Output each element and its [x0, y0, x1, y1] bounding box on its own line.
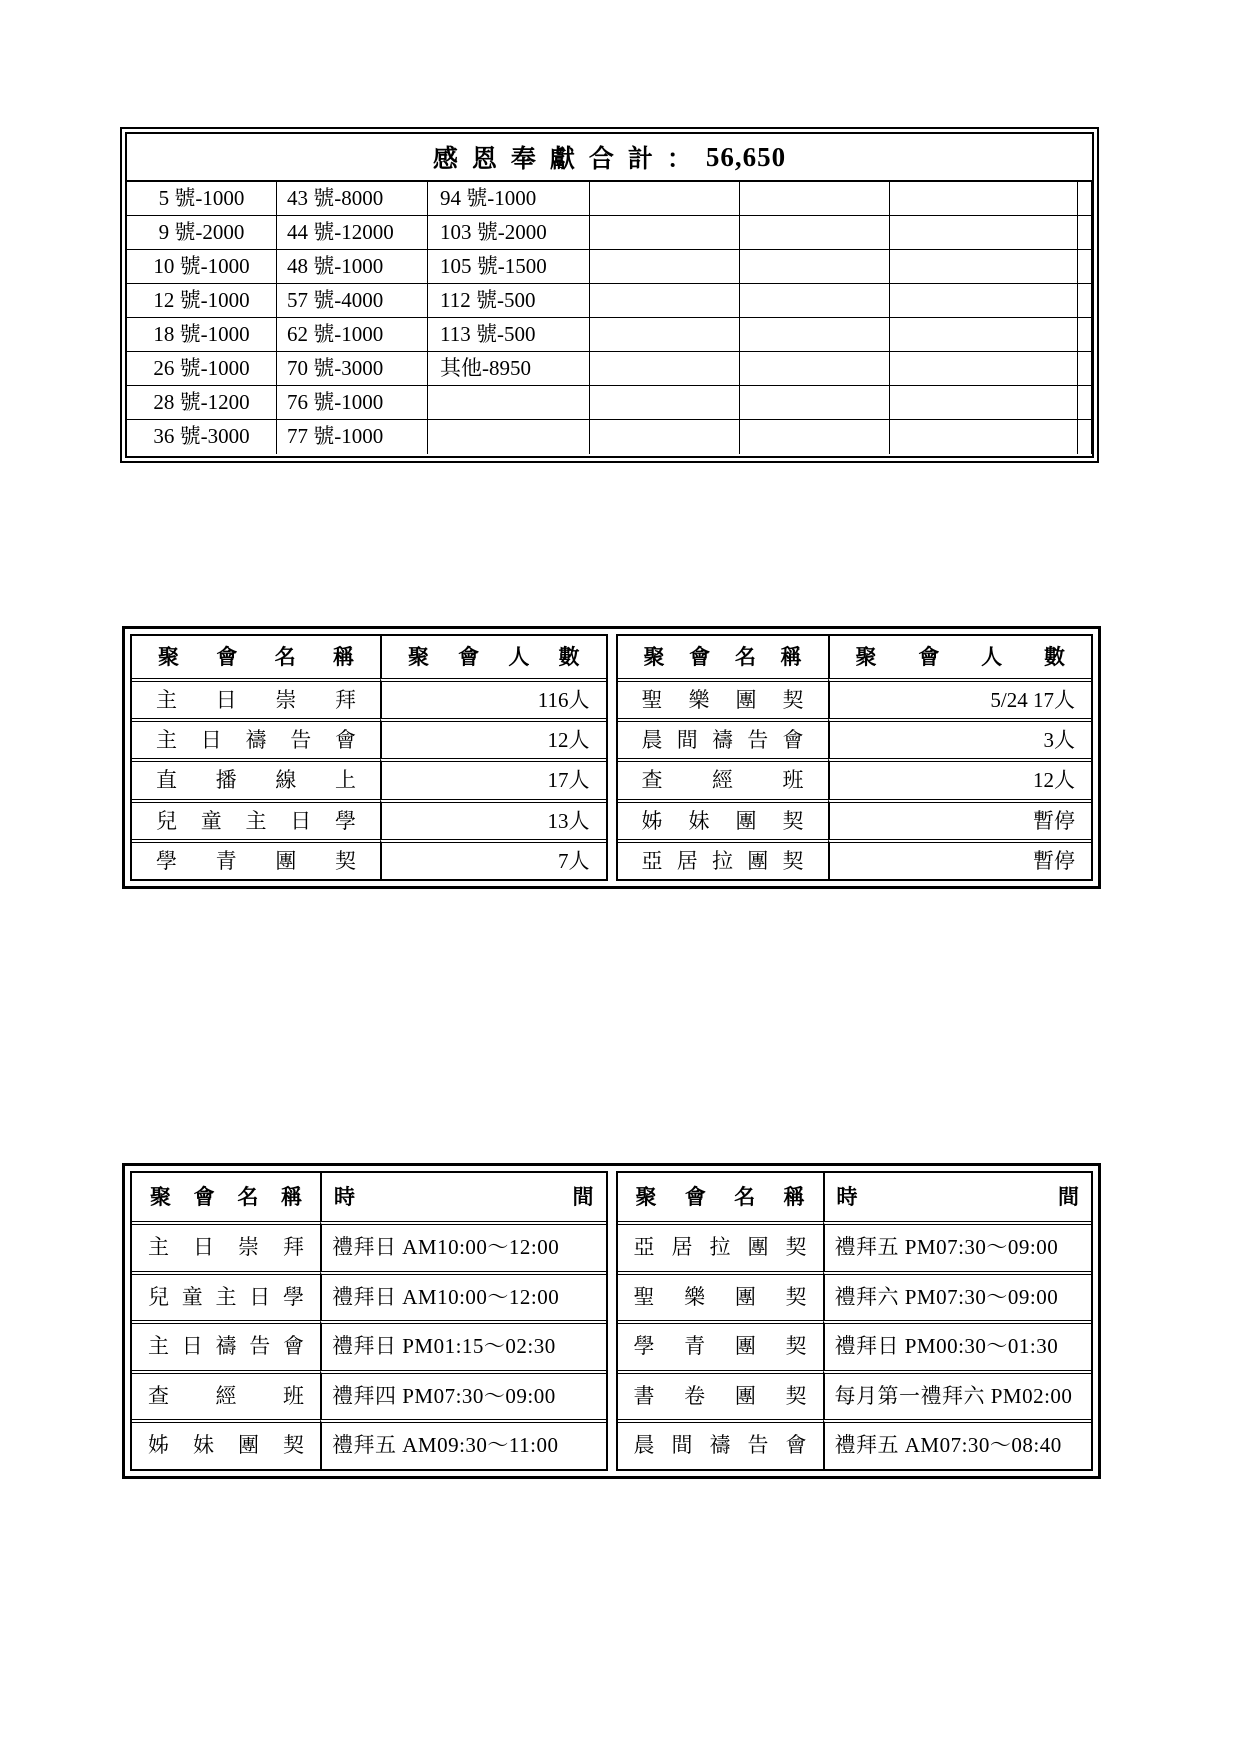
donation-cell-empty — [590, 386, 740, 420]
donation-cell-empty — [590, 318, 740, 352]
donation-cell: 105 號-1500 — [428, 250, 590, 284]
donation-cell-empty — [590, 216, 740, 250]
donation-cell: 112 號-500 — [428, 284, 590, 318]
meeting-name-cell: 查經班 — [132, 1370, 320, 1420]
donation-edge-strip-cell — [1078, 420, 1092, 454]
donation-cell: 28 號-1200 — [127, 386, 277, 420]
donation-cell: 44 號-12000 — [277, 216, 428, 250]
attendance-count-cell: 暫停 — [828, 839, 1092, 879]
column-header-attendance-count: 聚會人數 — [828, 636, 1092, 678]
schedule-right-table — [616, 1171, 1094, 1471]
attendance-count-cell: 暫停 — [828, 799, 1092, 839]
donation-cell-empty — [890, 250, 1078, 284]
meeting-time-cell: 禮拜四 PM07:30～09:00 — [320, 1370, 606, 1420]
meeting-time-cell: 禮拜五 PM07:30～09:00 — [823, 1221, 1092, 1271]
donation-edge-strip-cell — [1078, 250, 1092, 284]
donation-cell-empty — [428, 420, 590, 454]
donation-cell-empty — [428, 386, 590, 420]
donation-table-inner-border — [125, 132, 1094, 458]
donation-cell-empty — [590, 284, 740, 318]
attendance-count-cell: 12人 — [828, 758, 1092, 798]
donation-cell-empty — [590, 352, 740, 386]
donation-cell-empty — [740, 420, 890, 454]
donation-title-label: 感恩奉獻合計： — [432, 146, 706, 173]
donation-edge-strip-cell — [1078, 386, 1092, 420]
meeting-time-cell: 禮拜日 PM00:30～01:30 — [823, 1320, 1092, 1370]
donation-cell-empty — [590, 182, 740, 216]
donation-title-row — [127, 134, 1092, 182]
meeting-time-cell: 禮拜五 AM09:30～11:00 — [320, 1419, 606, 1469]
meeting-name-cell: 主日崇拜 — [132, 678, 380, 718]
meeting-time-cell: 禮拜六 PM07:30～09:00 — [823, 1271, 1092, 1321]
column-header-meeting-time: 時間 — [823, 1173, 1092, 1221]
meeting-time-cell: 禮拜五 AM07:30～08:40 — [823, 1419, 1092, 1469]
meeting-name-cell: 晨間禱告會 — [618, 718, 828, 758]
donation-cell-empty — [740, 318, 890, 352]
donation-cell: 10 號-1000 — [127, 250, 277, 284]
meeting-name-cell: 主日禱告會 — [132, 718, 380, 758]
donation-cell-empty — [890, 216, 1078, 250]
donation-cell-empty — [740, 284, 890, 318]
meeting-name-cell: 亞居拉團契 — [618, 1221, 823, 1271]
donation-table — [120, 127, 1099, 463]
donation-cell: 18 號-1000 — [127, 318, 277, 352]
schedule-left-table — [130, 1171, 608, 1471]
donation-edge-strip-cell — [1078, 216, 1092, 250]
meeting-name-cell: 書卷團契 — [618, 1370, 823, 1420]
donation-cell: 26 號-1000 — [127, 352, 277, 386]
schedule-table — [122, 1163, 1101, 1479]
attendance-table — [122, 626, 1101, 889]
donation-cell: 94 號-1000 — [428, 182, 590, 216]
meeting-name-cell: 姊妹團契 — [618, 799, 828, 839]
donation-cell-empty — [890, 352, 1078, 386]
meeting-name-cell: 兒童主日學 — [132, 1271, 320, 1321]
donation-cell: 48 號-1000 — [277, 250, 428, 284]
column-header-meeting-name: 聚會名稱 — [635, 1185, 805, 1209]
attendance-right-table — [616, 634, 1094, 881]
attendance-count-cell: 5/24 17人 — [828, 678, 1092, 718]
donation-cell: 12 號-1000 — [127, 284, 277, 318]
donation-edge-strip-cell — [1078, 182, 1092, 216]
attendance-count-cell: 17人 — [380, 758, 606, 798]
attendance-count-cell: 7人 — [380, 839, 606, 879]
meeting-name-cell: 查經班 — [618, 758, 828, 798]
donation-cell: 其他-8950 — [428, 352, 590, 386]
meeting-name-cell: 姊妹團契 — [132, 1419, 320, 1469]
donation-cell: 70 號-3000 — [277, 352, 428, 386]
donation-cell-empty — [890, 386, 1078, 420]
donation-cell-empty — [740, 182, 890, 216]
donation-cell: 76 號-1000 — [277, 386, 428, 420]
donation-cell: 57 號-4000 — [277, 284, 428, 318]
donation-edge-strip-cell — [1078, 318, 1092, 352]
meeting-name-cell: 主日崇拜 — [132, 1221, 320, 1271]
donation-cell-empty — [740, 352, 890, 386]
column-header-meeting-name: 聚會名稱 — [150, 1185, 302, 1209]
donation-cell-empty — [890, 182, 1078, 216]
column-header-meeting-name: 聚會名稱 — [643, 645, 802, 669]
meeting-time-cell: 每月第一禮拜六 PM02:00 — [823, 1370, 1092, 1420]
donation-edge-strip-cell — [1078, 352, 1092, 386]
donation-edge-strip-cell — [1078, 284, 1092, 318]
meeting-time-cell: 禮拜日 AM10:00～12:00 — [320, 1221, 606, 1271]
donation-cell: 62 號-1000 — [277, 318, 428, 352]
column-header-attendance-count: 聚會人數 — [380, 636, 606, 678]
donation-cell-empty — [890, 318, 1078, 352]
donation-total-amount: 56,650 — [705, 141, 787, 172]
donation-cell: 9 號-2000 — [127, 216, 277, 250]
donation-cell: 113 號-500 — [428, 318, 590, 352]
meeting-name-cell: 亞居拉團契 — [618, 839, 828, 879]
column-header-meeting-name: 聚會名稱 — [158, 645, 354, 669]
meeting-name-cell: 兒童主日學 — [132, 799, 380, 839]
donation-cell-empty — [590, 250, 740, 284]
donation-cell-empty — [740, 250, 890, 284]
donation-cell: 5 號-1000 — [127, 182, 277, 216]
meeting-name-cell: 主日禱告會 — [132, 1320, 320, 1370]
meeting-name-cell: 晨間禱告會 — [618, 1419, 823, 1469]
attendance-count-cell: 12人 — [380, 718, 606, 758]
donation-cell: 103 號-2000 — [428, 216, 590, 250]
meeting-name-cell: 直播線上 — [132, 758, 380, 798]
attendance-count-cell: 3人 — [828, 718, 1092, 758]
donation-cell-empty — [740, 216, 890, 250]
donation-cell: 77 號-1000 — [277, 420, 428, 454]
donation-cell: 43 號-8000 — [277, 182, 428, 216]
meeting-name-cell: 學青團契 — [618, 1320, 823, 1370]
donation-cell-empty — [590, 420, 740, 454]
attendance-count-cell: 116人 — [380, 678, 606, 718]
attendance-count-cell: 13人 — [380, 799, 606, 839]
donation-grid — [127, 182, 1092, 454]
donation-cell-empty — [890, 420, 1078, 454]
donation-cell-empty — [740, 386, 890, 420]
meeting-name-cell: 聖樂團契 — [618, 1271, 823, 1321]
donation-cell-empty — [890, 284, 1078, 318]
column-header-meeting-time: 時間 — [320, 1173, 606, 1221]
meeting-name-cell: 聖樂團契 — [618, 678, 828, 718]
attendance-left-table — [130, 634, 608, 881]
donation-cell: 36 號-3000 — [127, 420, 277, 454]
meeting-time-cell: 禮拜日 AM10:00～12:00 — [320, 1271, 606, 1321]
meeting-name-cell: 學青團契 — [132, 839, 380, 879]
meeting-time-cell: 禮拜日 PM01:15～02:30 — [320, 1320, 606, 1370]
